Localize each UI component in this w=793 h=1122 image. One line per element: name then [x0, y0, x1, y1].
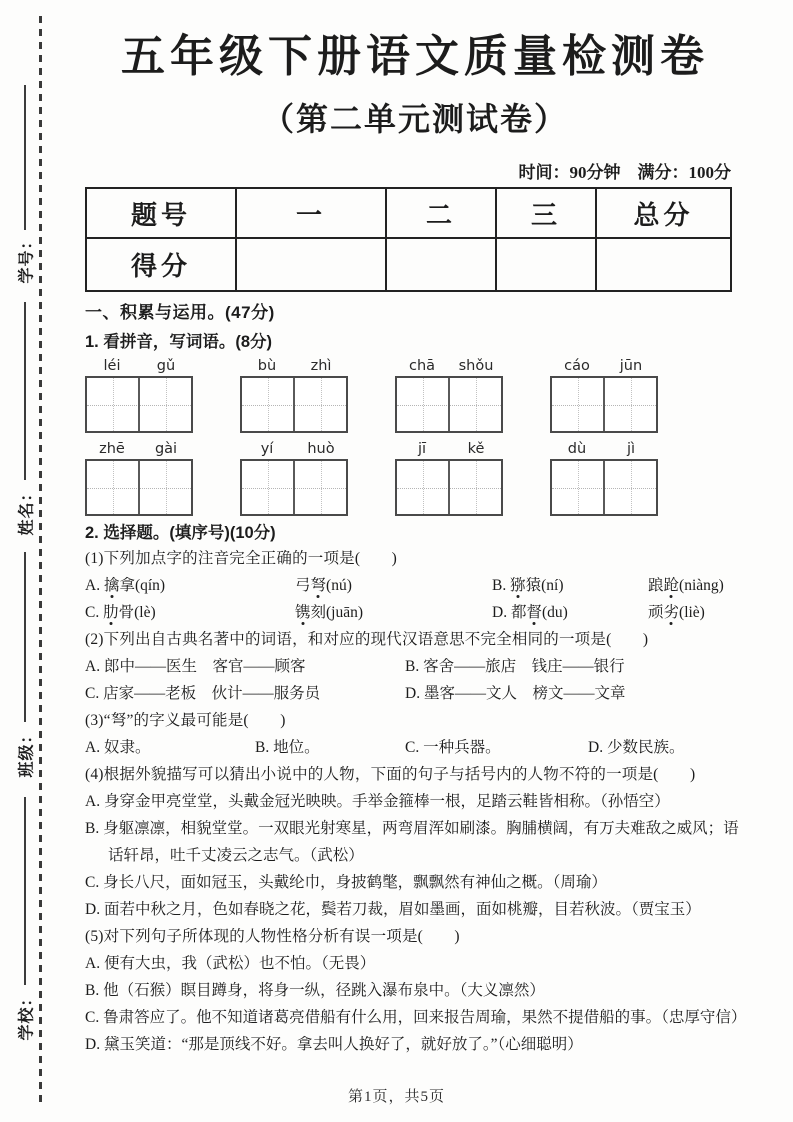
option: C. 身长八尺，面如冠玉，头戴纶巾，身披鹤氅，飘飘然有神仙之概。（周瑜）: [85, 874, 607, 891]
pinyin-box: [550, 357, 658, 433]
writing-cell: [242, 461, 295, 514]
student-no-blank-line: [24, 85, 26, 230]
pinyin-label: zhē gài: [99, 441, 178, 457]
q2-body: [85, 545, 745, 1058]
writing-cell: [552, 461, 605, 514]
pinyin-box: [240, 357, 348, 433]
q1-heading: 1. 看拼音，写词语。(8分): [85, 333, 273, 351]
school-blank-line: [24, 797, 26, 985]
writing-cell: [397, 378, 450, 431]
pinyin-box: [85, 357, 193, 433]
option: C. 鲁肃答应了。他不知道诸葛亮借船有什么用，回来报告周瑜，果然不提借船的事。（忠厚守信）: [85, 1009, 747, 1026]
option: A. 擒拿(qín): [85, 577, 166, 594]
pinyin-label: chā shǒu: [408, 358, 494, 374]
margin-label-name: 姓名：: [18, 484, 36, 536]
writing-cell: [87, 461, 140, 514]
option: C. 店家——老板 伙计——服务员: [85, 685, 321, 702]
writing-cell: [140, 378, 191, 431]
score-table-header-row: [86, 188, 731, 238]
pinyin-label: yí huò: [260, 441, 335, 457]
pinyin-label: léi gǔ: [103, 358, 176, 374]
time-score-info: 时间：90分钟 满分：100分: [518, 163, 731, 182]
writing-grid: [85, 376, 193, 433]
option: A. 奴隶。: [85, 739, 151, 756]
pinyin-box: [395, 357, 503, 433]
option: B. 身躯凛凛，相貌堂堂。一双眼光射寒星，两弯眉浑如刷漆。胸脯横阔，有万夫难敌之威风；语话轩昂，吐千丈凌云之志气。（武松）: [85, 820, 739, 864]
score-table-score-row: [86, 238, 731, 291]
binding-dashed-line: [39, 16, 42, 1104]
option: B. 客舍——旅店 钱庄——银行: [405, 658, 625, 675]
writing-grid: [395, 376, 503, 433]
score-row-label: 得分: [86, 238, 236, 291]
question-stem-2-4: (4)根据外貌描写可以猜出小说中的人物，下面的句子与括号内的人物不符的一项是( ): [85, 766, 696, 783]
q2-heading: 2. 选择题。(填序号)(10分): [85, 524, 276, 542]
score-cell-empty: [496, 238, 596, 291]
writing-cell: [552, 378, 605, 431]
writing-grid: [395, 459, 503, 516]
writing-cell: [87, 378, 140, 431]
writing-cell: [140, 461, 191, 514]
option: D. 少数民族。: [588, 739, 685, 756]
options-row: [85, 734, 745, 761]
question-stem-2-5: (5)对下列句子所体现的人物性格分析有误一项是( ): [85, 928, 460, 945]
exam-content: [85, 0, 745, 1058]
writing-grid: [85, 459, 193, 516]
class-blank-line: [24, 552, 26, 722]
writing-cell: [295, 461, 346, 514]
option: 踉跄(niàng): [648, 577, 724, 594]
score-table-header-cell: 二: [386, 188, 496, 238]
option: 顽劣(liè): [648, 604, 705, 621]
pinyin-row-2: [85, 440, 745, 516]
exam-subtitle: （第二单元测试卷）: [261, 101, 568, 137]
question-stem-2-3: (3)“弩”的字义最可能是( ): [85, 712, 286, 729]
pinyin-label: bù zhì: [257, 358, 332, 374]
score-cell-empty: [386, 238, 496, 291]
writing-grid: [550, 459, 658, 516]
option: D. 黛玉笑道：“那是顶线不好。拿去叫人换好了，就好放了。”（心细聪明）: [85, 1036, 583, 1053]
score-cell-empty: [236, 238, 386, 291]
section1-heading: 一、积累与运用。(47分): [85, 303, 275, 322]
option: A. 郎中——医生 客官——顾客: [85, 658, 306, 675]
writing-cell: [450, 378, 501, 431]
option: B. 猕猿(ní): [492, 577, 564, 594]
options-row: [85, 653, 745, 680]
option: D. 面若中秋之月，色如春晓之花，鬓若刀裁，眉如墨画，面如桃瓣，目若秋波。（贾宝玉）: [85, 901, 701, 918]
writing-cell: [242, 378, 295, 431]
writing-grid: [550, 376, 658, 433]
writing-cell: [295, 378, 346, 431]
pinyin-label: dù jì: [567, 441, 636, 457]
score-table-header-cell: 总分: [596, 188, 731, 238]
options-row: [85, 680, 745, 707]
pinyin-box: [240, 440, 348, 516]
exam-title: 五年级下册语文质量检测卷: [121, 32, 709, 81]
margin-label-class: 班级：: [18, 726, 36, 778]
pinyin-box: [395, 440, 503, 516]
option: A. 便有大虫，我（武松）也不怕。（无畏）: [85, 955, 376, 972]
writing-cell: [450, 461, 501, 514]
page-footer: 第1页，共5页: [347, 1089, 445, 1105]
score-cell-empty: [596, 238, 731, 291]
score-table-header-cell: 题号: [86, 188, 236, 238]
writing-grid: [240, 459, 348, 516]
option: B. 地位。: [255, 739, 320, 756]
option: C. 肋骨(lè): [85, 604, 156, 621]
writing-grid: [240, 376, 348, 433]
pinyin-row-1: [85, 357, 745, 433]
margin-label-student-no: 学号：: [18, 232, 36, 284]
option: A. 身穿金甲亮堂堂，头戴金冠光映映。手举金箍棒一根，足踏云鞋皆相称。（孙悟空）: [85, 793, 670, 810]
question-stem-2-2: (2)下列出自古典名著中的词语，和对应的现代汉语意思不完全相同的一项是( ): [85, 631, 649, 648]
score-table: [85, 187, 732, 292]
option: 镌刻(juān): [295, 604, 364, 621]
options-row: [85, 599, 745, 626]
pinyin-label: cáo jūn: [564, 358, 643, 374]
option: C. 一种兵器。: [405, 739, 501, 756]
writing-cell: [605, 378, 656, 431]
pinyin-box: [85, 440, 193, 516]
question-stem-2-1: (1)下列加点字的注音完全正确的一项是( ): [85, 550, 397, 567]
score-table-header-cell: 三: [496, 188, 596, 238]
writing-cell: [605, 461, 656, 514]
writing-cell: [397, 461, 450, 514]
score-table-header-cell: 一: [236, 188, 386, 238]
name-blank-line: [24, 302, 26, 480]
options-row: [85, 572, 745, 599]
option: B. 他（石猴）瞑目蹲身，将身一纵，径跳入瀑布泉中。（大义凛然）: [85, 982, 545, 999]
pinyin-box: [550, 440, 658, 516]
margin-label-school: 学校：: [18, 989, 36, 1041]
option: D. 都督(du): [492, 604, 568, 621]
pinyin-label: jī kě: [417, 441, 485, 457]
option: D. 墨客——文人 榜文——文章: [405, 685, 626, 702]
option: 弓弩(nú): [295, 577, 352, 594]
